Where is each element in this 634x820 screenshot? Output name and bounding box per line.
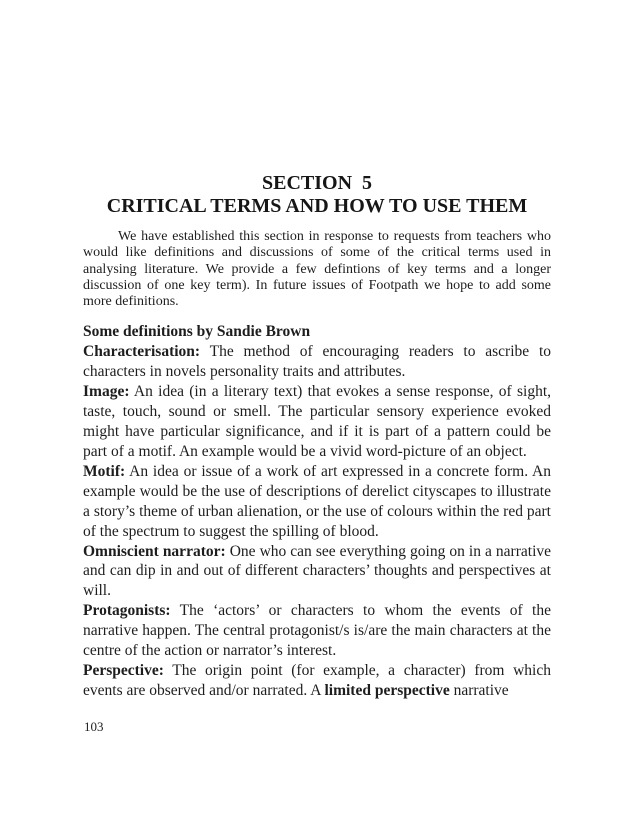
intro-paragraph: We have established this section in response to requests from teachers who would like definitions and discussions of some of the critical terms used in analysing literature. We provide a few defintions of key terms and a longer discussion of one key term). In future issues of Footpath we hope to add some more definitions. (83, 229, 551, 310)
definition-text: narrative (449, 681, 509, 699)
page-number: 103 (84, 719, 104, 734)
definition-term: Image: (83, 383, 130, 401)
text-block (83, 172, 551, 701)
definition-paragraph (83, 601, 551, 661)
definition-paragraph (83, 342, 551, 382)
definition-term: Perspective: (83, 661, 164, 679)
definition-text: The origin point (for example, a character) from which events are observed and/or narrated. A (83, 661, 551, 699)
definition-text: The ‘actors’ or characters to whom the events of the narrative happen. The central protagonist/s is/are the main characters at the centre of the action or narrator’s interest. (83, 602, 551, 660)
definition-term: Motif: (83, 462, 126, 480)
definition-term: Omniscient narrator: (83, 542, 226, 560)
definitions-subheading: Some definitions by Sandie Brown (83, 323, 311, 341)
section-heading (83, 172, 551, 218)
definition-term: Protagonists: (83, 602, 171, 620)
definition-term: limited perspective (324, 681, 450, 699)
definition-text: An idea or issue of a work of art expressed in a concrete form. An example would be the use of descriptions of derelict cityscapes to illustrate a story’s theme of urban alienation, or the use of colours within the red part of the spectrum to suggest the spilling of blood. (83, 462, 551, 540)
section-number-line: SECTION 5 (261, 172, 373, 194)
definition-paragraph (83, 462, 551, 542)
definition-text: The method of encouraging readers to ascribe to characters in novels personality traits and attributes. (83, 343, 551, 381)
definition-text: An idea (in a literary text) that evokes a sense response, of sight, taste, touch, sound or smell. The particular sensory experience evoked might have particular significance, and if it is part of a pattern could be part of a motif. An example would be a vivid word-picture of an object. (83, 383, 551, 461)
definition-paragraph (83, 542, 551, 602)
definition-term: Characterisation: (83, 343, 201, 361)
definition-text: One who can see everything going on in a narrative and can dip in and out of different characters’ thoughts and perspectives at will. (83, 542, 552, 600)
section-title-line: CRITICAL TERMS AND HOW TO USE THEM (106, 195, 528, 217)
definition-paragraph (83, 661, 551, 701)
definition-paragraph (83, 382, 551, 462)
definitions-list (83, 342, 551, 700)
